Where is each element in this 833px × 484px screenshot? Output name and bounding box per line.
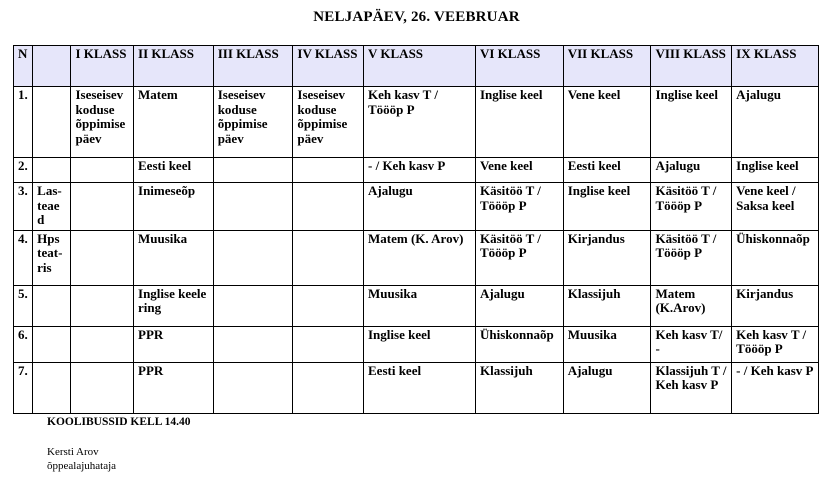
table-cell: Inimeseõp (134, 183, 214, 231)
table-cell: Inglise keel (651, 87, 732, 158)
table-cell: Ajalugu (563, 362, 651, 413)
table-cell (293, 362, 364, 413)
table-cell (213, 326, 293, 362)
table-cell: Ajalugu (364, 183, 476, 231)
table-row (14, 183, 819, 231)
table-cell (71, 158, 134, 183)
table-cell: Keh kasv T / Töööp P (732, 326, 819, 362)
table-cell: Eesti keel (364, 362, 476, 413)
col-header-class-4: IV KLASS (293, 46, 364, 87)
table-cell: Muusika (563, 326, 651, 362)
table-cell (33, 158, 71, 183)
table-cell (71, 230, 134, 285)
table-row (14, 362, 819, 413)
col-header-class-5: V KLASS (364, 46, 476, 87)
lesson-number: 1. (14, 87, 33, 158)
table-row (14, 87, 819, 158)
table-cell: Käsitöö T / Töööp P (475, 230, 563, 285)
col-header-extra (33, 46, 71, 87)
table-cell (213, 183, 293, 231)
table-cell (33, 362, 71, 413)
header-row (14, 46, 819, 87)
table-cell: Kirjandus (732, 285, 819, 326)
table-row (14, 285, 819, 326)
table-cell (293, 183, 364, 231)
lesson-number: 4. (14, 230, 33, 285)
table-cell: Vene keel (563, 87, 651, 158)
table-cell (293, 230, 364, 285)
col-header-n: N (14, 46, 33, 87)
table-cell: Keh kasv T / Töööp P (364, 87, 476, 158)
table-cell: Käsitöö T / Töööp P (475, 183, 563, 231)
table-cell: Inglise keel (475, 87, 563, 158)
table-cell (33, 87, 71, 158)
table-cell: Klassijuh (563, 285, 651, 326)
table-row (14, 326, 819, 362)
table-cell: Matem (134, 87, 214, 158)
bus-notice: KOOLIBUSSID KELL 14.40 (47, 416, 191, 428)
col-header-class-6: VI KLASS (475, 46, 563, 87)
table-cell (33, 326, 71, 362)
table-cell: PPR (134, 362, 214, 413)
table-cell (71, 326, 134, 362)
lesson-number: 2. (14, 158, 33, 183)
table-cell: Ajalugu (475, 285, 563, 326)
table-cell (293, 285, 364, 326)
author-role: õppealajuhataja (47, 460, 117, 472)
table-cell: Eesti keel (134, 158, 214, 183)
col-header-class-1: I KLASS (71, 46, 134, 87)
lesson-number: 7. (14, 362, 33, 413)
table-row (14, 230, 819, 285)
col-header-class-3: III KLASS (213, 46, 293, 87)
table-cell (71, 362, 134, 413)
table-cell (213, 362, 293, 413)
table-cell: Klassijuh (475, 362, 563, 413)
table-cell: PPR (134, 326, 214, 362)
table-row (14, 158, 819, 183)
table-cell: - / Keh kasv P (364, 158, 476, 183)
table-cell: Matem (K.Arov) (651, 285, 732, 326)
table-cell: Käsitöö T / Töööp P (651, 230, 732, 285)
table-cell: Muusika (364, 285, 476, 326)
table-cell: Inglise keele ring (134, 285, 214, 326)
table-cell: Inglise keel (364, 326, 476, 362)
author-name: Kersti Arov (47, 446, 99, 458)
table-cell: Iseseisev koduse õppimise päev (293, 87, 364, 158)
table-cell: Iseseisev koduse õppimise päev (71, 87, 134, 158)
table-cell: Eesti keel (563, 158, 651, 183)
table-cell (33, 285, 71, 326)
table-cell: Inglise keel (563, 183, 651, 231)
table-cell (213, 158, 293, 183)
table-cell: Hps teat-ris (33, 230, 71, 285)
table-cell (71, 285, 134, 326)
table-cell (213, 285, 293, 326)
schedule-table (13, 45, 819, 414)
table-cell: - / Keh kasv P (732, 362, 819, 413)
table-cell: Ühiskonnaõp (475, 326, 563, 362)
table-cell (293, 326, 364, 362)
table-cell (293, 158, 364, 183)
table-cell: Ajalugu (732, 87, 819, 158)
table-cell: Iseseisev koduse õppimise päev (213, 87, 293, 158)
table-cell: Ajalugu (651, 158, 732, 183)
col-header-class-2: II KLASS (134, 46, 214, 87)
col-header-class-9: IX KLASS (732, 46, 819, 87)
lesson-number: 6. (14, 326, 33, 362)
table-cell: Klassijuh T / Keh kasv P (651, 362, 732, 413)
table-cell: Inglise keel (732, 158, 819, 183)
table-cell (71, 183, 134, 231)
table-cell: Vene keel / Saksa keel (732, 183, 819, 231)
table-cell: Vene keel (475, 158, 563, 183)
col-header-class-7: VII KLASS (563, 46, 651, 87)
table-cell: Ühiskonnaõp (732, 230, 819, 285)
lesson-number: 3. (14, 183, 33, 231)
table-cell: Keh kasv T/ - (651, 326, 732, 362)
table-cell: Las-teaed (33, 183, 71, 231)
lesson-number: 5. (14, 285, 33, 326)
col-header-class-8: VIII KLASS (651, 46, 732, 87)
table-cell: Kirjandus (563, 230, 651, 285)
table-cell: Käsitöö T / Töööp P (651, 183, 732, 231)
table-cell: Muusika (134, 230, 214, 285)
table-cell (213, 230, 293, 285)
page-title: NELJAPÄEV, 26. VEEBRUAR (313, 9, 520, 25)
table-cell: Matem (K. Arov) (364, 230, 476, 285)
